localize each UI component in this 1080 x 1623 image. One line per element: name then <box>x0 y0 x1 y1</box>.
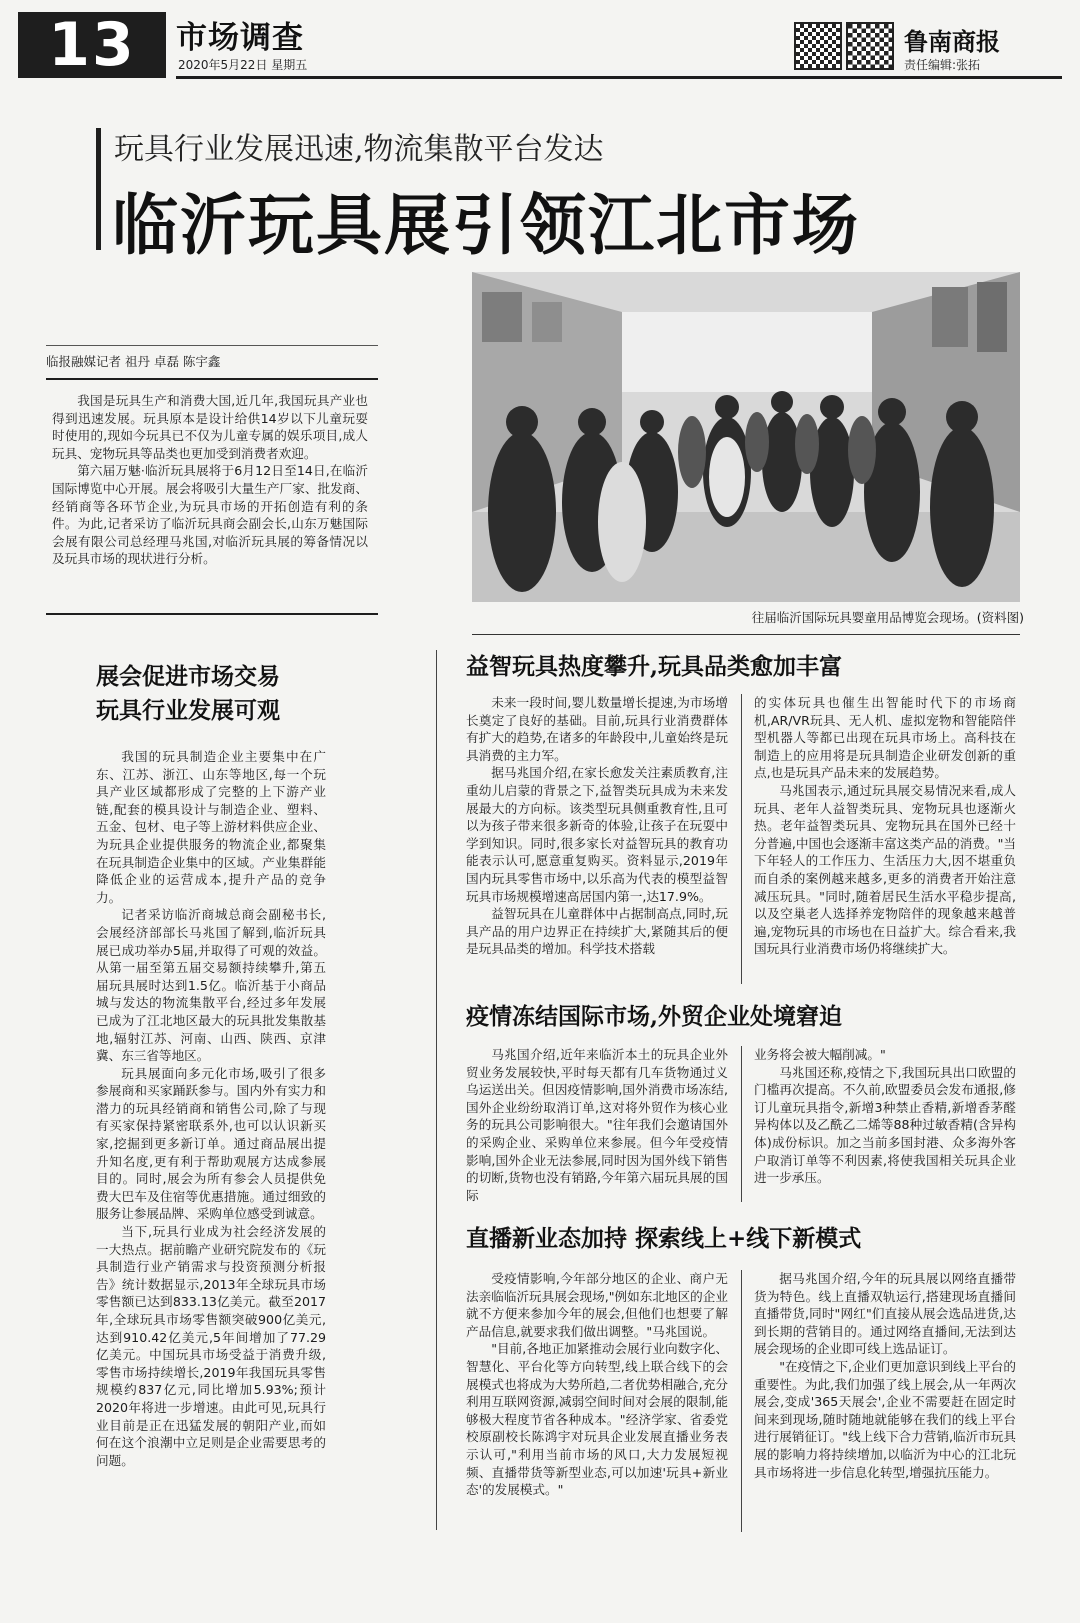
section4-paragraph: "目前,各地正加紧推动会展行业向数字化、智慧化、平台化等方向转型,线上联合线下的会展模式也将成为大势所趋,二者优势相融合,充分利用互联网资源,减弱空间时间对会展的限制,能够极大程度节省各种成本。"经济学家、省委党校原副校长陈鸿宇对玩具企业发展直播业务表示认可,"利用当前市场的风口,大力发展短视频、直播带货等新型业态,可以加速'玩具+新业态'的发展模式。" <box>466 1341 728 1498</box>
section2-paragraph: 益智玩具在儿童群体中占据制高点,同时,玩具产品的用户边界正在持续扩大,紧随其后的便是玩具品类的增加。科学技术搭载 <box>466 906 728 957</box>
headline-bar <box>96 128 101 250</box>
section2-paragraph: 马兆国表示,通过玩具展交易情况来看,成人玩具、老年人益智类玩具、宠物玩具也逐渐火热。老年益智类玩具、宠物玩具在国外已经十分普遍,中国也会逐渐丰富这类产品的消费。"当下年轻人的工作压力、生活压力大,因不堪重负而自杀的案例越来越多,更多的消费者开始注意减压玩具。"同时,随着居民生活水平稳步提高,以及空巢老人选择养宠物陪伴的现象越来越普遍,宠物玩具的市场也在日益扩大。综合看来,我国玩具行业消费市场仍将继续扩大。 <box>754 782 1016 957</box>
byline-rule <box>46 345 378 346</box>
section1-heading <box>96 660 376 728</box>
masthead-rule <box>176 76 1062 79</box>
expo-photo <box>472 272 1020 602</box>
page-number: 13 <box>18 12 166 78</box>
section3-paragraph: 业务将会被大幅削减。" <box>754 1047 886 1062</box>
section4-heading: 直播新业态加持 探索线上+线下新模式 <box>466 1225 862 1252</box>
section3-paragraph: 马兆国介绍,近年来临沂本土的玩具企业外贸业务发展较快,平时每天都有几车货物通过义乌运送出关。但因疫情影响,国外消费市场冻结,国外企业纷纷取消订单,这对将外贸作为核心业务的玩具公司影响很大。"往年我们会邀请国外的采购企业、采购单位来参展。但今年受疫情影响,国外企业无法参展,同时因为国外线下销售的切断,货物也没有销路,今年第六届玩具展的国际 <box>466 1047 728 1203</box>
section4-paragraph: 据马兆国介绍,今年的玩具展以网络直播带货为特色。线上直播双轨运行,搭建现场直播间直播带货,同时"网红"们直接从展会选品进货,达到长期的营销目的。通过网络直播间,无法到达展会现场的企业即可线上选品证订。 <box>754 1271 1016 1357</box>
qr-code-icon <box>794 22 842 70</box>
section1-paragraph: 玩具展面向多元化市场,吸引了很多参展商和买家踊跃参与。国内外有实力和潜力的玩具经销商和销售公司,除了与现有买家保持紧密联系外,也可以认识新买家,挖掘到更多新订单。通过商品展出提升知名度,更有利于帮助观展方达成参展目的。同时,展会为所有参会人员提供免费大巴车及住宿等优惠措施。通过细致的服务让参展品牌、采购单位感受到诚意。 <box>96 1065 326 1222</box>
section4-col-a <box>466 1270 728 1499</box>
crowd-illustration <box>472 272 1020 602</box>
section1-paragraph: 我国的玩具制造企业主要集中在广东、江苏、浙江、山东等地区,每一个玩具产业区域都形成了完整的上下游产业链,配套的模具设计与制造企业、塑料、五金、包材、电子等上游材料供应企业、为玩具企业提供服务的物流企业,都聚集在玩具制造企业集中的区域。产业集群能降低企业的运营成本,提升产品的竞争力。 <box>96 749 326 905</box>
section2-col-a <box>466 694 728 958</box>
section3-heading: 疫情冻结国际市场,外贸企业处境窘迫 <box>466 1003 843 1030</box>
section1-heading-line: 展会促进市场交易 <box>96 663 280 690</box>
newspaper-brand: 鲁南商报 <box>904 27 1000 56</box>
section1-body <box>96 748 326 1469</box>
intro-paragraph: 我国是玩具生产和消费大国,近几年,我国玩具产业也得到迅速发展。玩具原本是设计给供14岁以下儿童玩耍时使用的,现如今玩具已不仅为儿童专属的娱乐项目,成人玩具、宠物玩具等品类也更加受到消费者欢迎。 <box>52 393 368 461</box>
section2-col-b <box>754 694 1016 958</box>
section4-col-b <box>754 1270 1016 1481</box>
intro-text <box>52 392 368 568</box>
column-divider <box>741 1270 742 1532</box>
section1-paragraph: 当下,玩具行业成为社会经济发展的一大热点。据前瞻产业研究院发布的《玩具制造行业产销需求与投资预测分析报告》统计数据显示,2013年全球玩具市场零售额已达到833.13亿美元。截至2017年,全球玩具市场零售额突破900亿美元,达到910.42亿美元,5年间增加了77.29亿美元。中国玩具市场受益于消费升级,零售市场持续增长,2019年我国玩具零售规模约837亿元,同比增加5.93%;预计2020年将进一步增速。由此可见,玩具行业目前是正在迅猛发展的朝阳产业,而如何在这个浪潮中立足则是企业需要思考的问题。 <box>96 1224 326 1468</box>
column-divider <box>741 1046 742 1202</box>
headline-title: 临沂玩具展引领江北市场 <box>112 186 860 264</box>
headline-subtitle: 玩具行业发展迅速,物流集散平台发达 <box>114 132 604 167</box>
column-divider <box>436 650 437 1530</box>
section2-paragraph: 未来一段时间,婴儿数量增长提速,为市场增长奠定了良好的基础。目前,玩具行业消费群体有扩大的趋势,在诸多的年龄段中,儿童始终是玩具消费的主力军。 <box>466 695 728 763</box>
section4-paragraph: 受疫情影响,今年部分地区的企业、商户无法亲临临沂玩具展会现场,"例如东北地区的企业就不方便来参加今年的展会,但他们也想要了解产品信息,就要求我们做出调整。"马兆国说。 <box>466 1271 728 1339</box>
section1-heading-line: 玩具行业发展可观 <box>96 697 280 724</box>
qr-code-icon <box>846 22 894 70</box>
section-title: 市场调查 <box>176 20 304 56</box>
section3-col-b <box>754 1046 1016 1187</box>
column-divider <box>741 694 742 984</box>
byline: 临报融媒记者 祖丹 卓磊 陈宇鑫 <box>46 352 378 380</box>
section2-paragraph: 的实体玩具也催生出智能时代下的市场商机,AR/VR玩具、无人机、虚拟宠物和智能陪伴型机器人等都已出现在玩具市场上。高科技在制造上的应用将是玩具制造企业研发创新的重点,也是玩具产品未来的发展趋势。 <box>754 695 1016 781</box>
photo-rule <box>472 634 1020 635</box>
section3-paragraph: 马兆国还称,疫情之下,我国玩具出口欧盟的门槛再次提高。不久前,欧盟委员会发布通报,修订儿童玩具指令,新增3种禁止香精,新增香茅醛异构体以及乙酰乙二烯等88种过敏香精(含异构体)成份标识。加之当前多国封港、众多海外客户取消订单等不利因素,将使我国相关玩具企业进一步承压。 <box>754 1064 1016 1186</box>
issue-date: 2020年5月22日 星期五 <box>178 58 308 72</box>
section3-col-a <box>466 1046 728 1204</box>
section1-paragraph: 记者采访临沂商城总商会副秘书长,会展经济部部长马兆国了解到,临沂玩具展已成功举办5届,并取得了可观的效益。从第一届至第五届交易额持续攀升,第五届玩具展时达到1.5亿。临沂基于小商品城与发达的物流集散平台,经过多年发展已成为了江北地区最大的玩具批发集散基地,辐射江苏、河南、山西、陕西、京津冀、东三省等地区。 <box>96 907 326 1064</box>
section2-paragraph: 据马兆国介绍,在家长愈发关注素质教育,注重幼儿启蒙的背景之下,益智类玩具成为未来发展最大的方向标。该类型玩具侧重教育性,且可以为孩子带来很多新奇的体验,让孩子在玩耍中学到知识。同时,很多家长对益智玩具的教育功能表示认可,愿意重复购买。资料显示,2019年国内玩具零售市场中,以乐高为代表的模型益智玩具市场规模增速高居国内第一,达17.9%。 <box>466 765 728 904</box>
section4-paragraph: "在疫情之下,企业们更加意识到线上平台的重要性。为此,我们加强了线上展会,从一年两次展会,变成'365天展会',企业不需要赶在固定时间来到现场,随时随地就能够在我们的线上平台进行展销征订。"线上线下合力营销,临沂市玩具展的影响力将持续增加,以临沂为中心的江北玩具市场将进一步信息化转型,增强抗压能力。 <box>754 1358 1016 1480</box>
photo-caption: 往届临沂国际玩具婴童用品博览会现场。(资料图) <box>751 610 1024 625</box>
intro-rule <box>46 613 378 615</box>
editor-credit: 责任编辑:张拓 <box>904 58 981 72</box>
section2-heading: 益智玩具热度攀升,玩具品类愈加丰富 <box>466 653 843 680</box>
intro-paragraph: 第六届万魅·临沂玩具展将于6月12日至14日,在临沂国际博览中心开展。展会将吸引大量生产厂家、批发商、经销商等各环节企业,为玩具市场的开拓创造有利的条件。为此,记者采访了临沂玩具商会副会长,山东万魅国际会展有限公司总经理马兆国,对临沂玩具展的筹备情况以及玩具市场的现状进行分析。 <box>52 463 368 567</box>
